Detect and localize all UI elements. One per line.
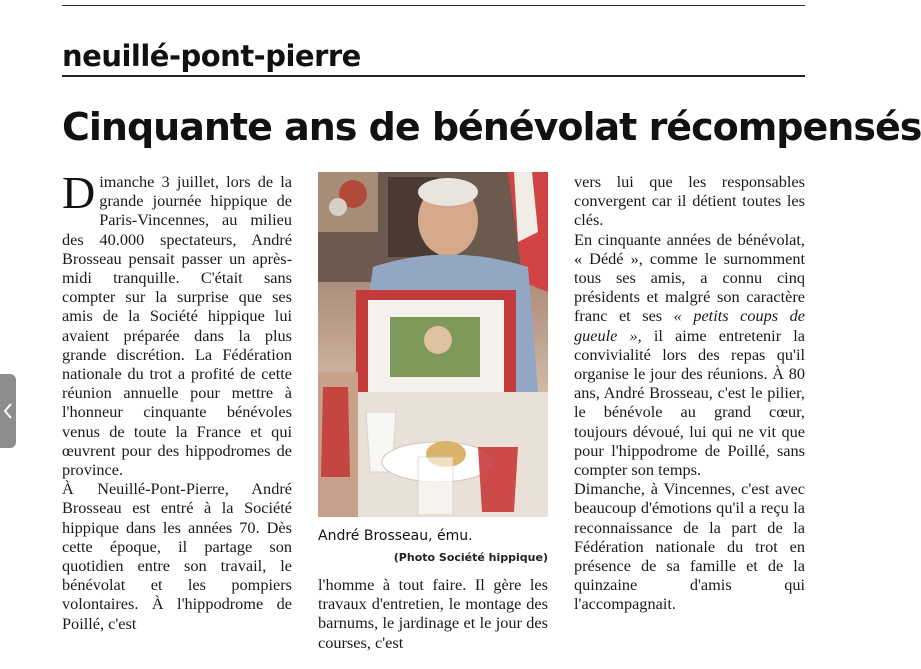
headline: Cinquante ans de bénévolat récompensés [62, 105, 921, 149]
paragraph-text: En cinquante années de bénévolat, « Dédé », comme le surnomment tous ses amis, a connu cinq présidents et malgré son caractère franc et ses [574, 229, 805, 326]
paragraph-text: imanche 3 juillet, lors de la grande journée hippique de Paris-Vincennes, au milieu des 40.000 spectateurs, André Brosseau pensait passer un après-midi tranquille. C'était sans compter sur la surprise que ses amis de la Société hippique lui avaient préparée dans la plus grande discrétion. La Fédération nationale du trot a profité de cette réunion annuelle pour mettre à l'honneur cinquante bénévoles venus de toute la France et qui œuvrent pour des hippodromes de province. [62, 172, 292, 480]
paragraph-text: , il aime entretenir la convivialité lors des repas qu'il organise le jour des réunions. À 80 ans, André Brosseau, c'est le pilier, le bénévole au grand cœur, toujours dévoué, lui qui ne vit que pour l'hippodrome de Poillé, sans compter son temps. [574, 325, 805, 480]
previous-page-button[interactable] [0, 374, 16, 448]
drop-cap: D [62, 167, 96, 218]
article-paragraph [574, 230, 805, 480]
article-paragraph: vers lui que les responsables convergent car il détient toutes les clés. [574, 172, 805, 230]
photo-caption: André Brosseau, ému. [318, 528, 473, 544]
section-title: neuillé-pont-pierre [62, 39, 361, 73]
article-paragraph [62, 167, 292, 480]
article-column-3 [574, 172, 805, 614]
article-column-1 [62, 167, 292, 633]
photo-illustration [318, 172, 548, 517]
article-column-2 [318, 575, 548, 652]
quote-text: « petits coups de gueule » [574, 306, 805, 345]
photo-credit: (Photo Société hippique) [393, 551, 548, 564]
section-rule [62, 75, 805, 77]
top-rule [62, 5, 805, 6]
article-paragraph: l'homme à tout faire. Il gère les travaux d'entretien, le montage des barnums, le jardinage et le jour des courses, c'est [318, 575, 548, 652]
chevron-left-icon [3, 403, 13, 419]
article-paragraph: À Neuillé-Pont-Pierre, André Brosseau est entré à la Société hippique dans les années 70. Dès cette époque, il partage son quotidien entre son travail, le bénévolat et les pompiers volontaires. À l'hippodrome de Poillé, c'est [62, 479, 292, 633]
article-photo [318, 172, 548, 517]
article-paragraph: Dimanche, à Vincennes, c'est avec beaucoup d'émotions qu'il a reçu la reconnaissance de la part de la Fédération nationale du trot en présence de sa famille et de la quinzaine d'amis qui l'accompagnait. [574, 479, 805, 614]
